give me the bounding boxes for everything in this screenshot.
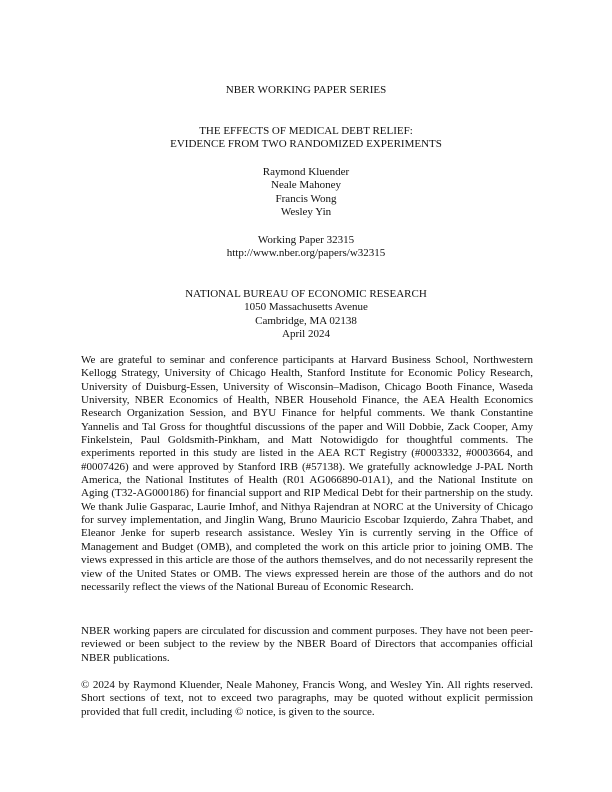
series-heading [0,84,612,97]
paper-title-line-2: EVIDENCE FROM TWO RANDOMIZED EXPERIMENTS [170,138,442,151]
institution-city: Cambridge, MA 02138 [255,314,357,327]
copyright-paragraph: © 2024 by Raymond Kluender, Neale Mahoney, Francis Wong, and Wesley Yin. All rights reserved. Short sections of text, not to exceed two paragraphs, may be quoted without explicit permission provided that full credit, including © notice, is given to the source. [81,679,533,718]
circulation-note-paragraph: NBER working papers are circulated for discussion and comment purposes. They have not been peer-reviewed or been subject to the review by the NBER Board of Directors that accompanies official NBER publications. [81,625,533,664]
acknowledgments-paragraph: We are grateful to seminar and conference participants at Harvard Business School, Northwestern Kellogg Strategy, University of Chicago Health, Stanford Institute for Economic Policy Research, University of Duisburg-Essen, University of Wisconsin–Madison, Chicago Booth Finance, Waseda University, NBER Economics of Health, NBER Household Finance, the AEA Health Economics Research Organization Session, and BYU Finance for helpful comments. We thank Constantine Yannelis and Tal Gross for thoughtful discussions of the paper and Will Dobbie, Zack Cooper, Amy Finkelstein, Paul Goldsmith-Pinkham, and Matt Notowidigdo for thoughtful comments. The experiments reported in this study are listed in the AEA RCT Registry (#0003332, #0003664, and #0007426) and were approved by Stanford IRB (#57138). We gratefully acknowledge J-PAL North America, the National Institutes of Health (R01 AG066890-01A1), and the National Institute on Aging (T32-AG000186) for financial support and RIP Medical Debt for their partnership on the study. We thank Julie Gasparac, Laurie Imhof, and Nithya Rajendran at NORC at the University of Chicago for survey implementation, and Jinglin Wang, Bruno Mauricio Escobar Izquierdo, Zahra Thabet, and Eleanor Jenke for superb research assistance. Wesley Yin is currently serving in the Office of Management and Budget (OMB), and completed the work on this article prior to joining OMB. The views expressed in this article are those of the authors themselves, and do not necessarily represent the view of the United States or OMB. The views expressed herein are those of the authors and do not necessarily reflect the views of the National Bureau of Economic Research. [81,354,533,593]
author-name: Wesley Yin [280,206,332,219]
author-name: Raymond Kluender [262,166,350,178]
series-label: NBER WORKING PAPER SERIES [225,84,387,96]
publication-date: April 2024 [282,328,330,341]
author-name: Neale Mahoney [271,179,341,192]
paper-title-line-1: THE EFFECTS OF MEDICAL DEBT RELIEF: [199,125,413,137]
institution-address [0,288,612,342]
institution-street: 1050 Massachusetts Avenue [244,301,368,314]
author-list [0,166,612,220]
author-name: Francis Wong [275,192,337,205]
working-paper-url[interactable]: http://www.nber.org/papers/w32315 [226,247,386,260]
working-paper-info [0,234,612,261]
paper-title [0,125,612,152]
institution-name: NATIONAL BUREAU OF ECONOMIC RESEARCH [185,288,427,300]
working-paper-number: Working Paper 32315 [257,234,355,246]
